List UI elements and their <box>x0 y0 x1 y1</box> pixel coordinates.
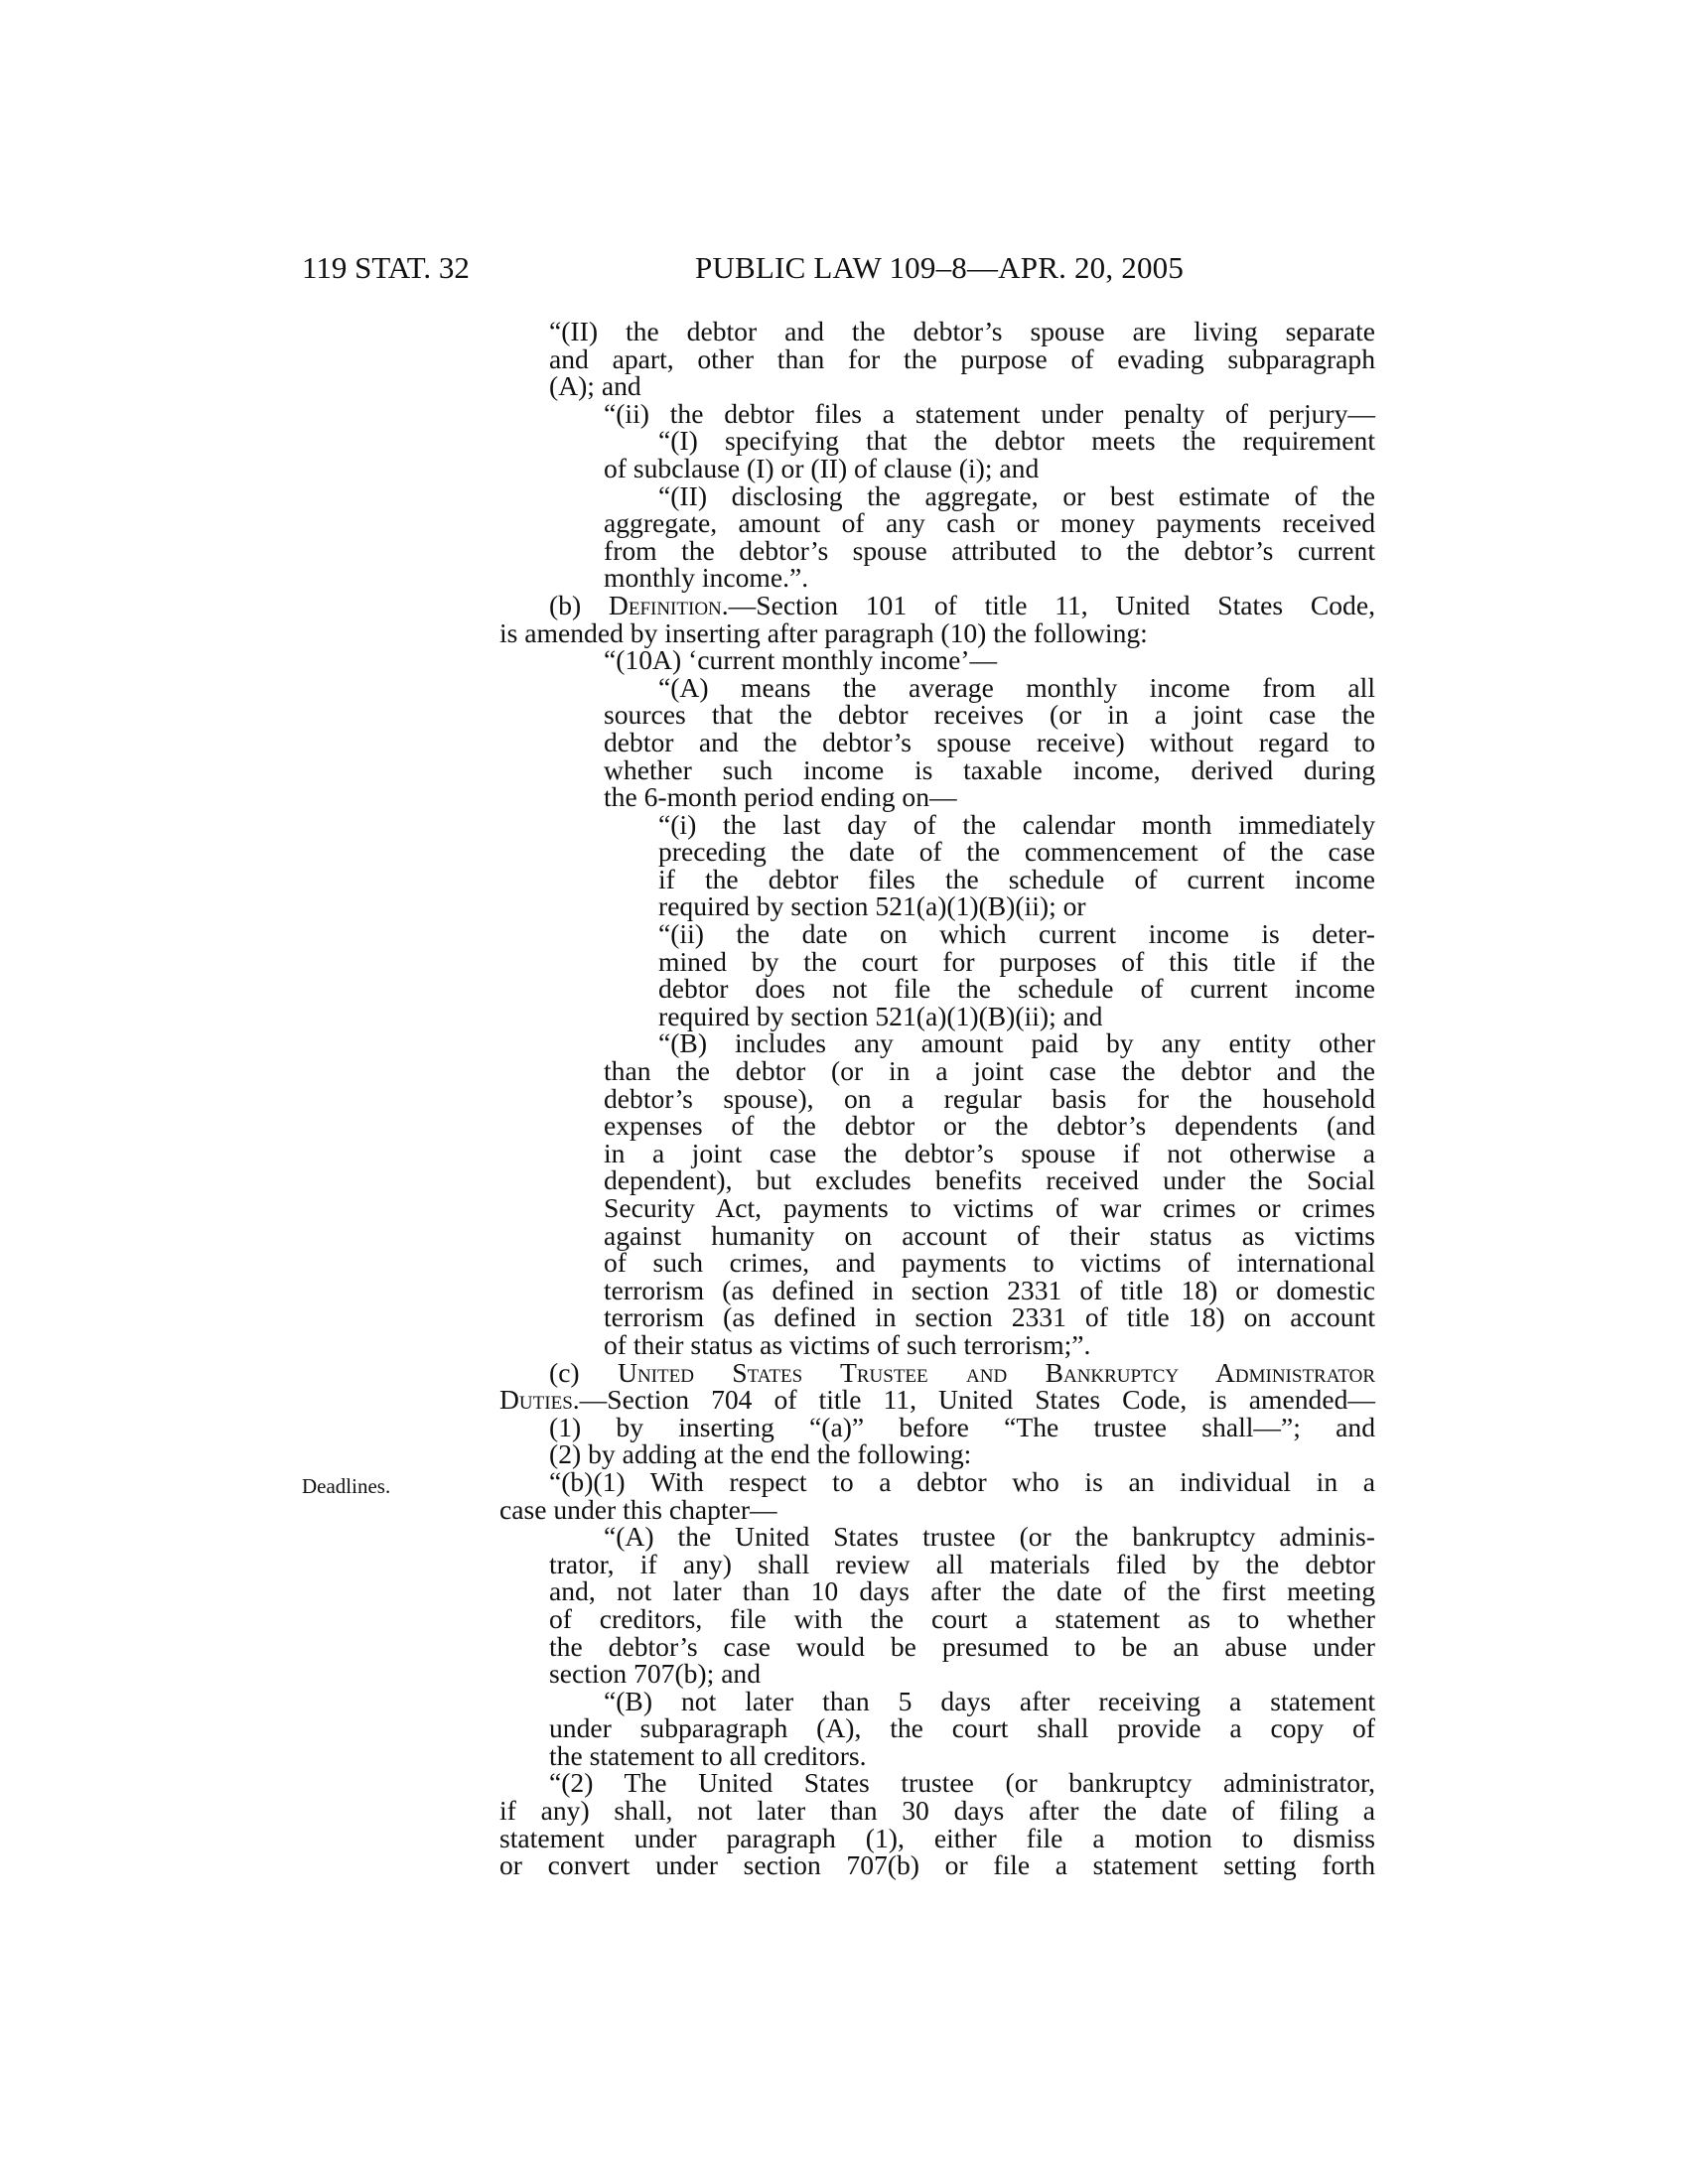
text-line: sources that the debtor receives (or in a joint case the <box>604 699 1375 731</box>
text-line: whether such income is taxable income, derived during <box>604 753 1375 785</box>
page-header <box>302 248 1374 288</box>
text-line: is amended by inserting after paragraph (10) the following: <box>499 616 1148 648</box>
text-line: “(ii) the date on which current income is deter- <box>658 918 1375 950</box>
text-line: or convert under section 707(b) or file a statement setting forth <box>499 1849 1375 1881</box>
text-line: if any) shall, not later than 30 days after the date of filing a <box>499 1795 1375 1827</box>
text-line: aggregate, amount of any cash or money payments received <box>604 507 1375 539</box>
text-line: if the debtor files the schedule of current income <box>658 863 1375 894</box>
text-line: required by section 521(a)(1)(B)(ii); or <box>658 890 1086 922</box>
text-line: of their status as victims of such terrorism;”. <box>604 1328 1091 1360</box>
text-line: trator, if any) shall review all materials filed by the debtor <box>549 1548 1375 1579</box>
text-line: than the debtor (or in a joint case the debtor and the <box>604 1055 1375 1087</box>
text-line: “(A) the United States trustee (or the bankruptcy adminis- <box>604 1521 1375 1553</box>
statute-body-text <box>499 318 1375 1879</box>
text-line <box>499 589 1375 620</box>
text-line: “(10A) ‘current monthly income’— <box>604 644 998 676</box>
text-line: Security Act, payments to victims of war crimes or crimes <box>604 1192 1375 1223</box>
text-line: and, not later than 10 days after the date of the first meeting <box>549 1575 1375 1607</box>
section-heading-small-caps: Duties <box>499 1384 573 1416</box>
text-line: terrorism (as defined in section 2331 of title 18) on account <box>604 1301 1375 1333</box>
text-line <box>499 1356 1375 1388</box>
text-line-prefix: (c) <box>549 1356 619 1388</box>
text-line: (1) by inserting “(a)” before “The trustee shall—”; and <box>549 1411 1375 1442</box>
text-line: “(A) means the average monthly income from all <box>658 671 1375 703</box>
statute-page-number: 119 STAT. 32 <box>302 250 470 285</box>
text-line: the 6-month period ending on— <box>604 781 957 813</box>
text-line: (2) by adding at the end the following: <box>549 1438 972 1470</box>
text-line: “(i) the last day of the calendar month immediately <box>658 808 1375 840</box>
text-line: debtor’s spouse), on a regular basis for the household <box>604 1082 1375 1114</box>
text-line: “(II) the debtor and the debtor’s spouse are living separate <box>549 316 1375 346</box>
text-line: (A); and <box>549 370 641 402</box>
text-line: “(ii) the debtor files a statement under penalty of perjury— <box>604 397 1375 429</box>
margin-note-deadlines: Deadlines. <box>302 1474 391 1498</box>
text-line: debtor and the debtor’s spouse receive) without regard to <box>604 726 1375 757</box>
text-line: the debtor’s case would be presumed to be an abuse under <box>549 1630 1375 1662</box>
text-line: of subclause (I) or (II) of clause (i); and <box>604 452 1040 483</box>
text-line: mined by the court for purposes of this title if the <box>658 945 1375 977</box>
text-line: “(I) specifying that the debtor meets the requirement <box>658 425 1375 457</box>
text-line: dependent), but excludes benefits received under the Social <box>604 1164 1375 1196</box>
text-line: monthly income.”. <box>604 562 809 594</box>
text-line: section 707(b); and <box>549 1658 762 1690</box>
text-line: “(II) disclosing the aggregate, or best estimate of the <box>658 479 1375 511</box>
text-line: debtor does not file the schedule of current income <box>658 973 1375 1005</box>
text-line: statement under paragraph (1), either file a motion to dismiss <box>499 1822 1375 1853</box>
text-line: expenses of the debtor or the debtor’s dependents (and <box>604 1110 1375 1142</box>
text-line-rest: .—Section 101 of title 11, United States Code, <box>721 589 1375 620</box>
section-heading-small-caps: Definition <box>608 589 722 620</box>
text-line: “(2) The United States trustee (or bankruptcy administrator, <box>549 1767 1375 1799</box>
text-line: under subparagraph (A), the court shall provide a copy of <box>549 1712 1375 1744</box>
text-line: “(b)(1) With respect to a debtor who is an individual in a <box>549 1465 1375 1497</box>
text-line: case under this chapter— <box>499 1493 777 1525</box>
text-line: against humanity on account of their status as victims <box>604 1219 1375 1251</box>
text-line: preceding the date of the commencement of the case <box>658 836 1375 868</box>
text-line: of such crimes, and payments to victims of international <box>604 1247 1375 1279</box>
text-line: required by section 521(a)(1)(B)(ii); and <box>658 1000 1103 1031</box>
text-line-prefix: (b) <box>549 589 609 620</box>
text-line: the statement to all creditors. <box>549 1739 867 1771</box>
text-line: “(B) not later than 5 days after receiving a statement <box>604 1685 1375 1716</box>
text-line: in a joint case the debtor’s spouse if not otherwise a <box>604 1137 1375 1168</box>
running-title: PUBLIC LAW 109–8—APR. 20, 2005 <box>695 250 1185 285</box>
text-line: of creditors, file with the court a statement as to whether <box>549 1602 1375 1634</box>
text-line-rest: .—Section 704 of title 11, United States Code, is amended— <box>572 1384 1375 1416</box>
text-line <box>499 1386 1375 1414</box>
text-line: terrorism (as defined in section 2331 of title 18) or domestic <box>604 1274 1375 1305</box>
section-heading-small-caps: United States Trustee and Bankruptcy Administrator <box>618 1356 1375 1388</box>
text-line: from the debtor’s spouse attributed to the debtor’s current <box>604 534 1375 566</box>
text-line: and apart, other than for the purpose of evading subparagraph <box>549 342 1375 374</box>
text-line: “(B) includes any amount paid by any entity other <box>658 1027 1375 1059</box>
